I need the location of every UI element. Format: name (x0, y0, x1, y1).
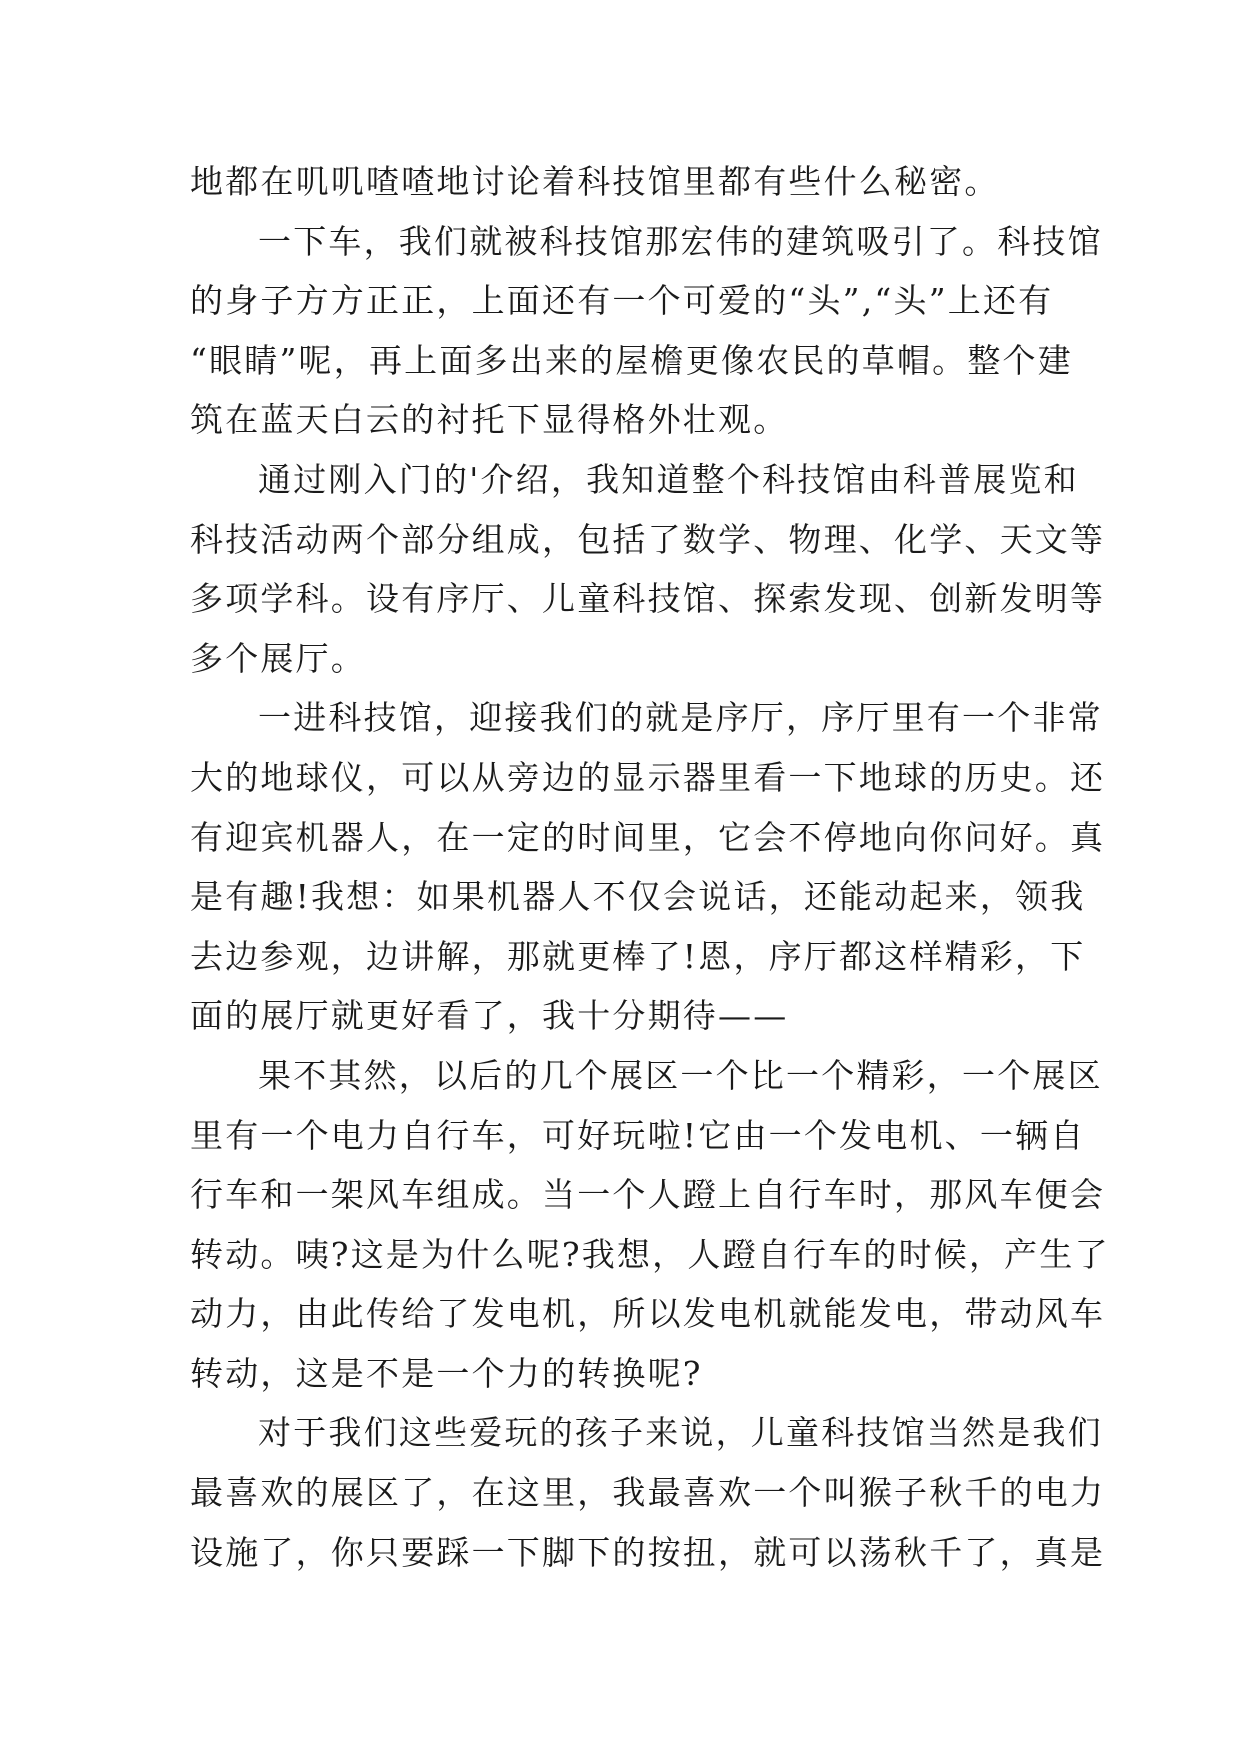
text-line: 对于我们这些爱玩的孩子来说，儿童科技馆当然是我们 (258, 1413, 1103, 1453)
text-line: 面的展厅就更好看了，我十分期待—— (190, 996, 789, 1036)
body-text (190, 152, 1110, 1582)
text-line: 有迎宾机器人，在一定的时间里，它会不停地向你问好。真 (190, 817, 1106, 857)
text-line: 是有趣!我想：如果机器人不仅会说话，还能动起来，领我 (190, 877, 1086, 917)
text-line: 最喜欢的展区了，在这里，我最喜欢一个叫猴子秋千的电力 (190, 1473, 1106, 1513)
text-line: 动力，由此传给了发电机，所以发电机就能发电，带动风车 (190, 1294, 1106, 1334)
text-line: 行车和一架风车组成。当一个人蹬上自行车时，那风车便会 (190, 1175, 1106, 1215)
text-line: 设施了，你只要踩一下脚下的按扭，就可以荡秋千了，真是 (190, 1532, 1106, 1572)
text-line: 转动，这是不是一个力的转换呢? (190, 1353, 703, 1393)
text-line: 去边参观，边讲解，那就更棒了!恩，序厅都这样精彩，下 (190, 936, 1086, 976)
text-line: 多个展厅。 (190, 638, 366, 678)
text-line: 一下车，我们就被科技馆那宏伟的建筑吸引了。科技馆 (258, 221, 1103, 261)
text-line: 地都在叽叽喳喳地讨论着科技馆里都有些什么秘密。 (190, 162, 1000, 201)
text-line: 的身子方方正正，上面还有一个可爱的“头”,“头”上还有 (190, 281, 1054, 321)
text-line: “眼睛”呢，再上面多出来的屋檐更像农民的草帽。整个建 (190, 340, 1073, 380)
text-line: 果不其然，以后的几个展区一个比一个精彩，一个展区 (258, 1055, 1103, 1095)
text-line: 通过刚入门的'介绍，我知道整个科技馆由科普展览和 (258, 459, 1079, 499)
text-line: 转动。咦?这是为什么呢?我想，人蹬自行车的时候，产生了 (190, 1234, 1110, 1274)
text-line: 一进科技馆，迎接我们的就是序厅，序厅里有一个非常 (258, 698, 1103, 738)
text-line: 里有一个电力自行车，可好玩啦!它由一个发电机、一辆自 (190, 1115, 1086, 1155)
text-line: 多项学科。设有序厅、儿童科技馆、探索发现、创新发明等 (190, 579, 1106, 619)
text-line: 筑在蓝天白云的衬托下显得格外壮观。 (190, 400, 789, 440)
text-line: 科技活动两个部分组成，包括了数学、物理、化学、天文等 (190, 519, 1106, 559)
text-line: 大的地球仪，可以从旁边的显示器里看一下地球的历史。还 (190, 757, 1106, 797)
